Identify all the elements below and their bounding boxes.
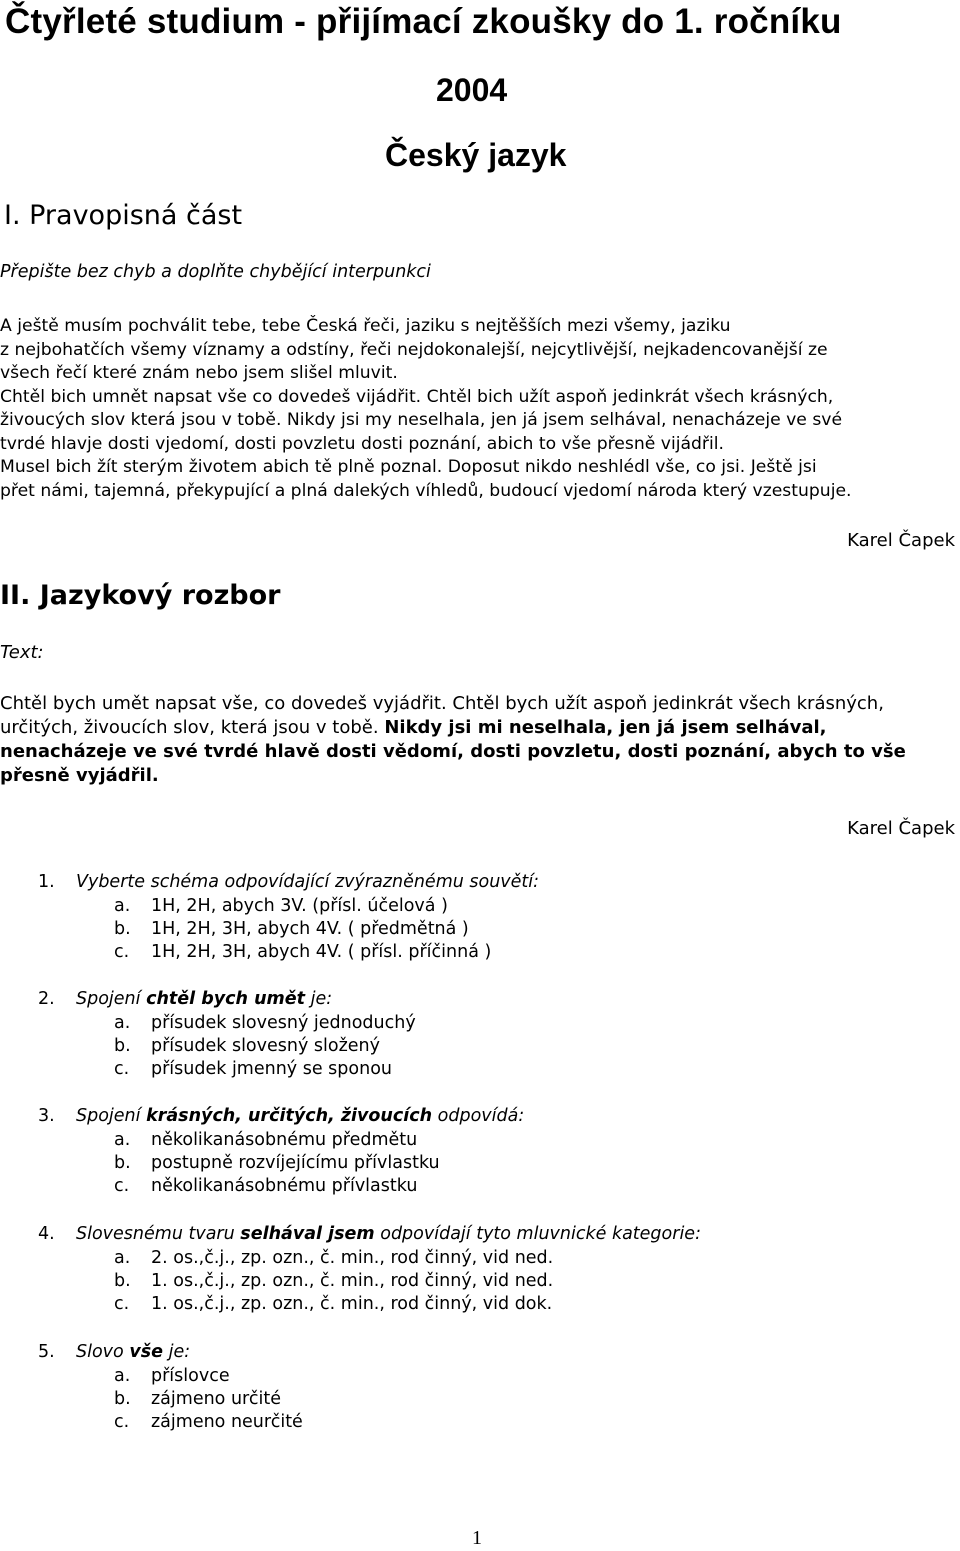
option-text: 1. os.,č.j., zp. ozn., č. min., rod činný, vid dok. bbox=[151, 1294, 553, 1314]
prompt-text: je: bbox=[305, 989, 333, 1009]
prompt-text: Slovesnému tvaru bbox=[76, 1224, 241, 1244]
question-prompt bbox=[76, 1342, 190, 1362]
passage-text: Chtěl bych umět napsat vše, co dovedeš vyjádřit. Chtěl bych užít aspoň jedinkrát všech krásných, bbox=[0, 693, 884, 714]
option-letter: c. bbox=[114, 1176, 130, 1196]
option-letter: b. bbox=[114, 1153, 131, 1173]
part2-author: Karel Čapek bbox=[847, 818, 955, 839]
option-text: přísudek slovesný složený bbox=[151, 1036, 380, 1056]
option-text: 2. os.,č.j., zp. ozn., č. min., rod činný, vid ned. bbox=[151, 1248, 554, 1268]
question-number: 1. bbox=[38, 872, 55, 892]
prompt-text: je: bbox=[163, 1342, 191, 1362]
prompt-text: Vyberte schéma odpovídající zvýrazněnému souvětí: bbox=[76, 872, 540, 892]
part2-passage bbox=[0, 692, 960, 788]
question-prompt bbox=[76, 989, 332, 1009]
question-number: 4. bbox=[38, 1224, 55, 1244]
option-text: zájmeno neurčité bbox=[151, 1412, 303, 1432]
prompt-text: odpovídá: bbox=[432, 1106, 525, 1126]
option-letter: b. bbox=[114, 919, 131, 939]
document-subject: Český jazyk bbox=[385, 137, 567, 173]
passage-line: všech řečí které znám nebo jsem slišel mluvit. bbox=[0, 363, 398, 383]
prompt-text: Spojení bbox=[76, 989, 147, 1009]
passage-line: živoucých slov která jsou v tobě. Nikdy jsi my neselhala, jen já jsem selhával, nenacházeje ve své bbox=[0, 410, 843, 430]
option-letter: c. bbox=[114, 1059, 130, 1079]
passage-text: určitých, živoucích slov, která jsou v tobě. bbox=[0, 717, 385, 738]
option-letter: c. bbox=[114, 1412, 130, 1432]
option-letter: b. bbox=[114, 1389, 131, 1409]
option-letter: a. bbox=[114, 1130, 131, 1150]
option-letter: b. bbox=[114, 1271, 131, 1291]
option-text: 1. os.,č.j., zp. ozn., č. min., rod činný, vid ned. bbox=[151, 1271, 554, 1291]
passage-line bbox=[0, 692, 960, 716]
passage-line: z nejbohatčích všemy víznamy a odstíny, řeči nejdokonalejší, nejcytlivější, nejkadencovanější ze bbox=[0, 339, 828, 360]
document-year: 2004 bbox=[436, 72, 508, 108]
prompt-emphasis: chtěl bych umět bbox=[146, 989, 306, 1009]
option-text: přísudek jmenný se sponou bbox=[151, 1059, 392, 1079]
option-letter: a. bbox=[114, 896, 131, 916]
prompt-emphasis: krásných, určitých, živoucích bbox=[146, 1106, 433, 1126]
option-letter: c. bbox=[114, 942, 130, 962]
question-prompt bbox=[76, 1224, 701, 1244]
passage-line: přet námi, tajemná, překypující a plná dalekých víhledů, budoucí vjedomí národa který vzestupuje. bbox=[0, 480, 852, 501]
highlighted-sentence: přesně vyjádřil. bbox=[0, 765, 159, 786]
prompt-text: odpovídají tyto mluvnické kategorie: bbox=[374, 1224, 701, 1244]
option-letter: a. bbox=[114, 1248, 131, 1268]
prompt-emphasis: selhával jsem bbox=[240, 1224, 375, 1244]
option-text: 1H, 2H, 3H, abych 4V. ( předmětná ) bbox=[151, 919, 469, 939]
part1-author: Karel Čapek bbox=[847, 530, 955, 551]
passage-line bbox=[0, 716, 960, 740]
passage-line: tvrdé hlavje dosti vjedomí, dosti povzletu dosti poznání, abich to vše přesně vijádřil. bbox=[0, 433, 725, 454]
document-title: Čtyřleté studium - přijímací zkoušky do 1. ročníku bbox=[5, 2, 842, 41]
part2-heading: II. Jazykový rozbor bbox=[0, 580, 281, 611]
question-prompt bbox=[76, 872, 539, 892]
option-text: postupně rozvíjejícímu přívlastku bbox=[151, 1153, 440, 1173]
prompt-text: Slovo bbox=[76, 1342, 130, 1362]
part1-instruction: Přepište bez chyb a doplňte chybějící interpunkci bbox=[0, 262, 431, 282]
option-text: několikanásobnému předmětu bbox=[151, 1130, 418, 1150]
passage-line bbox=[0, 740, 960, 764]
passage-line: Musel bich žít sterým životem abich tě plně poznal. Doposut nikdo neshlédl vše, co jsi. Ještě jsi bbox=[0, 457, 817, 477]
part1-passage bbox=[0, 315, 960, 503]
text-label: Text: bbox=[0, 642, 44, 663]
option-letter: a. bbox=[114, 1013, 131, 1033]
option-letter: b. bbox=[114, 1036, 131, 1056]
page-number: 1 bbox=[472, 1527, 482, 1549]
option-text: několikanásobnému přívlastku bbox=[151, 1176, 418, 1196]
option-text: přísudek slovesný jednoduchý bbox=[151, 1013, 416, 1033]
passage-line: A ještě musím pochválit tebe, tebe Česká řeči, jaziku s nejtěšších mezi všemy, jaziku bbox=[0, 316, 731, 336]
question-number: 3. bbox=[38, 1106, 55, 1126]
option-letter: c. bbox=[114, 1294, 130, 1314]
option-text: 1H, 2H, 3H, abych 4V. ( přísl. příčinná ) bbox=[151, 942, 492, 962]
highlighted-sentence: Nikdy jsi mi neselhala, jen já jsem selhával, bbox=[384, 717, 827, 738]
option-text: zájmeno určité bbox=[151, 1389, 281, 1409]
question-number: 5. bbox=[38, 1342, 55, 1362]
question-number: 2. bbox=[38, 989, 55, 1009]
prompt-text: Spojení bbox=[76, 1106, 147, 1126]
option-text: příslovce bbox=[151, 1366, 230, 1386]
question-prompt bbox=[76, 1106, 524, 1126]
passage-line bbox=[0, 764, 960, 788]
prompt-emphasis: vše bbox=[129, 1342, 164, 1362]
part1-heading: I. Pravopisná část bbox=[4, 200, 243, 231]
passage-line: Chtěl bich umnět napsat vše co dovedeš vijádřit. Chtěl bich užít aspoň jedinkrát všech krásných, bbox=[0, 386, 834, 407]
option-text: 1H, 2H, abych 3V. (přísl. účelová ) bbox=[151, 896, 448, 916]
highlighted-sentence: nenacházeje ve své tvrdé hlavě dosti vědomí, dosti povzletu, dosti poznání, abych to vše bbox=[0, 741, 906, 762]
option-letter: a. bbox=[114, 1366, 131, 1386]
